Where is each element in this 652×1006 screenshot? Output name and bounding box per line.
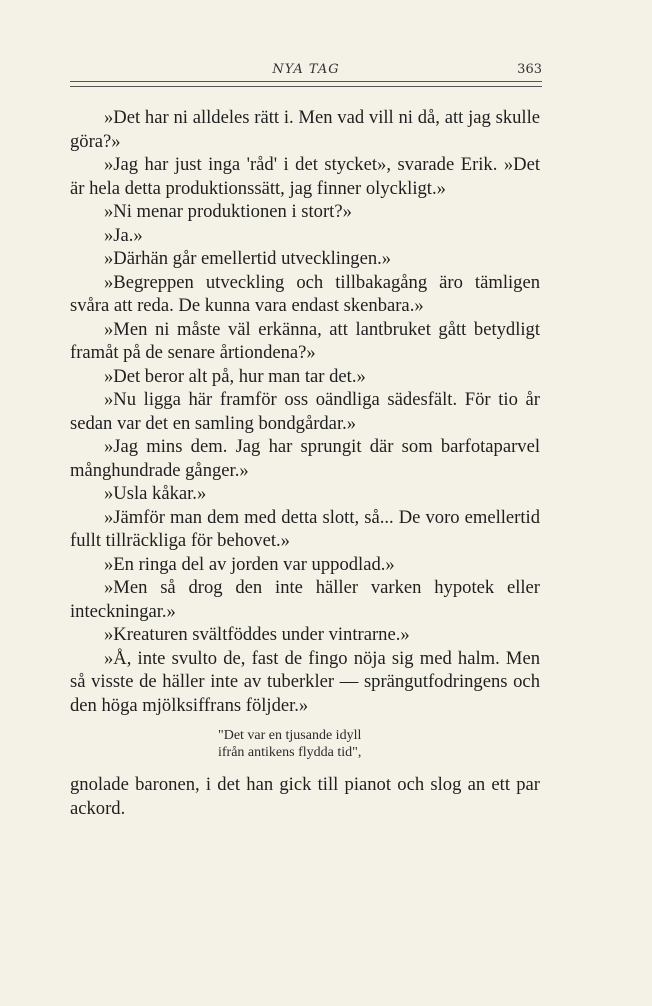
- paragraph: »Begreppen utveckling och tillbakagång äro tämligen svåra att reda. De kunna vara endast skenbara.»: [70, 271, 540, 316]
- running-title: NYA TAG: [272, 62, 340, 77]
- paragraph: »En ringa del av jorden var uppodlad.»: [104, 553, 395, 575]
- running-header: [70, 58, 542, 80]
- paragraph: »Men ni måste väl erkänna, att lantbruket gått betydligt framåt på de senare årtiondena?»: [70, 318, 540, 363]
- paragraph: »Nu ligga här framför oss oändliga sädesfält. För tio år sedan var det en samling bondgårdar.»: [70, 389, 540, 434]
- header-double-rule: [70, 81, 542, 87]
- paragraph: »Men så drog den inte häller varken hypotek eller inteckningar.»: [70, 577, 540, 622]
- closing-paragraph: gnolade baronen, i det han gick till pianot och slog an ett par ackord.: [70, 774, 540, 819]
- paragraph: »Jag mins dem. Jag har sprungit där som barfotaparvel månghundrade gånger.»: [70, 436, 540, 481]
- paragraph: »Usla kåkar.»: [104, 483, 207, 504]
- paragraph: »Å, inte svulto de, fast de fingo nöja sig med halm. Men så visste de häller inte av tuberkler — sprängutfodringens och den höga mjölksiffrans följder.»: [70, 647, 540, 716]
- verse-line: ifrån antikens flydda tid",: [218, 745, 362, 760]
- page-number: 363: [517, 62, 542, 77]
- paragraph: »Kreaturen svältföddes under vintrarne.»: [104, 624, 410, 645]
- paragraph: »Jag har just inga 'råd' i det stycket», svarade Erik. »Det är hela detta produktionssätt, jag finner olyckligt.»: [70, 154, 540, 199]
- body-text: [70, 106, 540, 820]
- paragraph: »Det har ni alldeles rätt i. Men vad vill ni då, att jag skulle göra?»: [70, 107, 540, 152]
- paragraph: »Jämför man dem med detta slott, så... De voro emellertid fullt tillräckliga för behovet.»: [70, 506, 540, 551]
- paragraph: »Ja.»: [104, 224, 143, 246]
- paragraph: »Ni menar produktionen i stort?»: [104, 201, 352, 222]
- verse-quote: [218, 727, 540, 761]
- paragraph: »Därhän går emellertid utvecklingen.»: [104, 248, 392, 269]
- verse-line: "Det var en tjusande idyll: [218, 728, 362, 743]
- paragraph: »Det beror alt på, hur man tar det.»: [104, 365, 366, 387]
